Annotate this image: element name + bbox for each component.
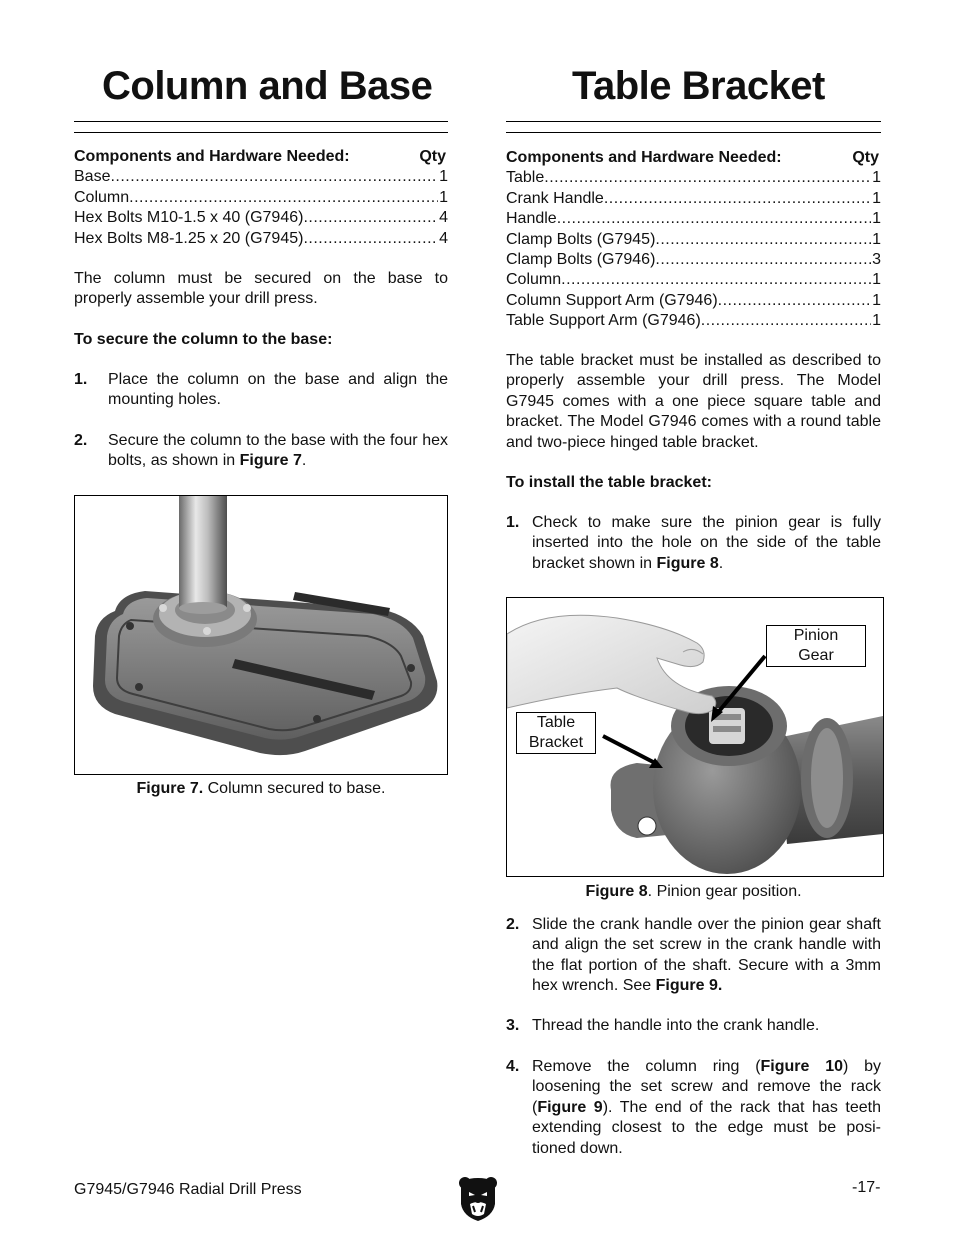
subhead: To secure the column to the base: [74,331,333,348]
intro-paragraph: The column must be secured on the base to properly assemble your drill press. [74,270,448,308]
step-2 [506,915,881,997]
hardware-item-label: Handle [506,210,557,228]
title-rule-top [74,121,448,122]
hardware-item-label: Crank Handle [506,189,604,207]
hardware-item-label: Table [506,169,545,187]
step-number: 3. [506,1017,520,1034]
hardware-item [506,168,881,188]
step-text: Place the column on the base and align the mounting holes. [108,371,448,409]
section-title-column-and-base: Column and Base [102,64,433,108]
callout-pinion-gear [766,625,866,667]
hardware-header-qty: Qty [852,149,879,166]
hardware-item [506,189,881,209]
hardware-item [74,167,448,187]
hardware-header-label: Components and Hardware Needed: [74,148,350,165]
hardware-item-qty: 1 [872,210,881,228]
page-number: -17- [852,1179,881,1196]
step-text-body: Check to make sure the pinion gear is fully inserted into the hole on the side of the table bracket shown in [532,514,881,572]
hardware-item-label: Column [506,271,562,289]
hardware-item [506,311,881,331]
figure-reference: Figure 8 [656,554,719,572]
title-rule-bottom [506,132,881,133]
footer-model: G7945/G7946 Radial Drill Press [74,1181,302,1198]
hardware-item-qty: 4 [439,209,448,227]
hardware-item-qty: 1 [872,271,881,289]
figure-7-caption [74,780,448,798]
hardware-item-qty: 1 [439,168,448,186]
hardware-item-label: Column [74,188,130,206]
step-text-end: . [301,452,307,470]
step-text [532,1057,881,1159]
step-text-body: Secure the column to the base with the four hex bolts, as shown in [108,432,448,470]
hardware-item-label: Column Support Arm (G7946) [506,291,718,309]
hardware-item-label: Hex Bolts M10-1.5 x 40 (G7946) [74,209,304,227]
step-4 [506,1057,881,1159]
step-text [532,513,881,574]
step-1 [506,513,881,574]
hardware-item-qty: 3 [872,251,881,269]
step-text-body: ). The end of the rack that has teeth extending closest to the edge must be posi-tioned down. [532,1098,881,1157]
step-number: 4. [506,1058,520,1075]
hardware-item-label: Table Support Arm (G7946) [506,312,701,330]
figure-caption-text: . Pinion gear position. [647,883,802,900]
figure-7-image [74,495,448,775]
figure-label: Figure 8 [585,883,648,900]
figure-8-image [506,597,884,877]
hardware-header [74,147,448,167]
drill-press-base-photo [75,496,447,774]
hardware-item-label: Base [74,168,111,186]
hardware-item-qty: 1 [439,188,448,206]
step-number: 1. [74,371,88,388]
hardware-item [506,250,881,270]
step-3 [506,1016,881,1036]
step-2 [74,431,448,472]
hardware-list [506,148,881,332]
hardware-item-qty: 1 [872,291,881,309]
grizzly-bear-logo-icon [457,1174,499,1222]
hardware-header-qty: Qty [419,148,446,165]
intro-paragraph: The table bracket must be installed as described to properly assemble your drill press. The Model G7945 comes with a one piece square table and bracket. The Model G7946 comes with a round table and two-piece hinged table bracket. [506,352,881,451]
title-rule-bottom [74,132,448,133]
callout-line: Table [536,714,576,731]
figure-reference: Figure 9 [537,1098,603,1116]
callout-line: Pinion [793,627,839,644]
figure-label: Figure 7. [136,780,204,797]
hardware-item-label: Hex Bolts M8-1.25 x 20 (G7945) [74,229,304,247]
step-number: 1. [506,514,520,531]
figure-8-caption [506,883,881,901]
step-text [532,915,881,997]
step-text-end: . [718,554,724,572]
hardware-item [74,208,448,228]
step-text-body: Remove the column ring ( [532,1058,761,1075]
hardware-item [506,230,881,250]
hardware-item [74,229,448,249]
figure-reference: Figure 10 [760,1058,843,1075]
hardware-item-qty: 1 [872,189,881,207]
hardware-item [506,209,881,229]
step-text-body: Slide the crank handle over the pinion gear shaft and align the set screw in the crank handle with the flat portion of the shaft. Secure with a 3mm hex wrench. See [532,916,881,995]
step-text [108,431,448,472]
hardware-header-label: Components and Hardware Needed: [506,149,782,166]
subhead: To install the table bracket: [506,474,712,491]
section-title-table-bracket: Table Bracket [572,64,825,108]
callout-line: Gear [798,647,834,664]
hardware-item-qty: 1 [872,230,881,248]
hardware-item-label: Clamp Bolts (G7946) [506,251,656,269]
callout-line: Bracket [528,734,584,751]
hardware-header [506,148,881,168]
hardware-item-qty: 1 [872,312,881,330]
hardware-item [506,291,881,311]
step-1 [74,370,448,411]
step-number: 2. [74,432,88,449]
figure-reference: Figure 9. [655,977,723,995]
hardware-list [74,147,448,249]
step-text: Thread the handle into the crank handle. [532,1017,820,1034]
figure-reference: Figure 7 [239,452,302,470]
hardware-item-qty: 4 [439,229,448,247]
hardware-item-label: Clamp Bolts (G7945) [506,230,656,248]
callout-table-bracket [516,712,596,754]
hardware-item [506,270,881,290]
figure-caption-text: Column secured to base. [203,780,386,797]
step-number: 2. [506,916,520,933]
title-rule-top [506,121,881,122]
hardware-item [74,188,448,208]
step-text-body: ) by loosening the set screw and remove the rack ( [532,1058,882,1116]
hardware-item-qty: 1 [872,169,881,187]
